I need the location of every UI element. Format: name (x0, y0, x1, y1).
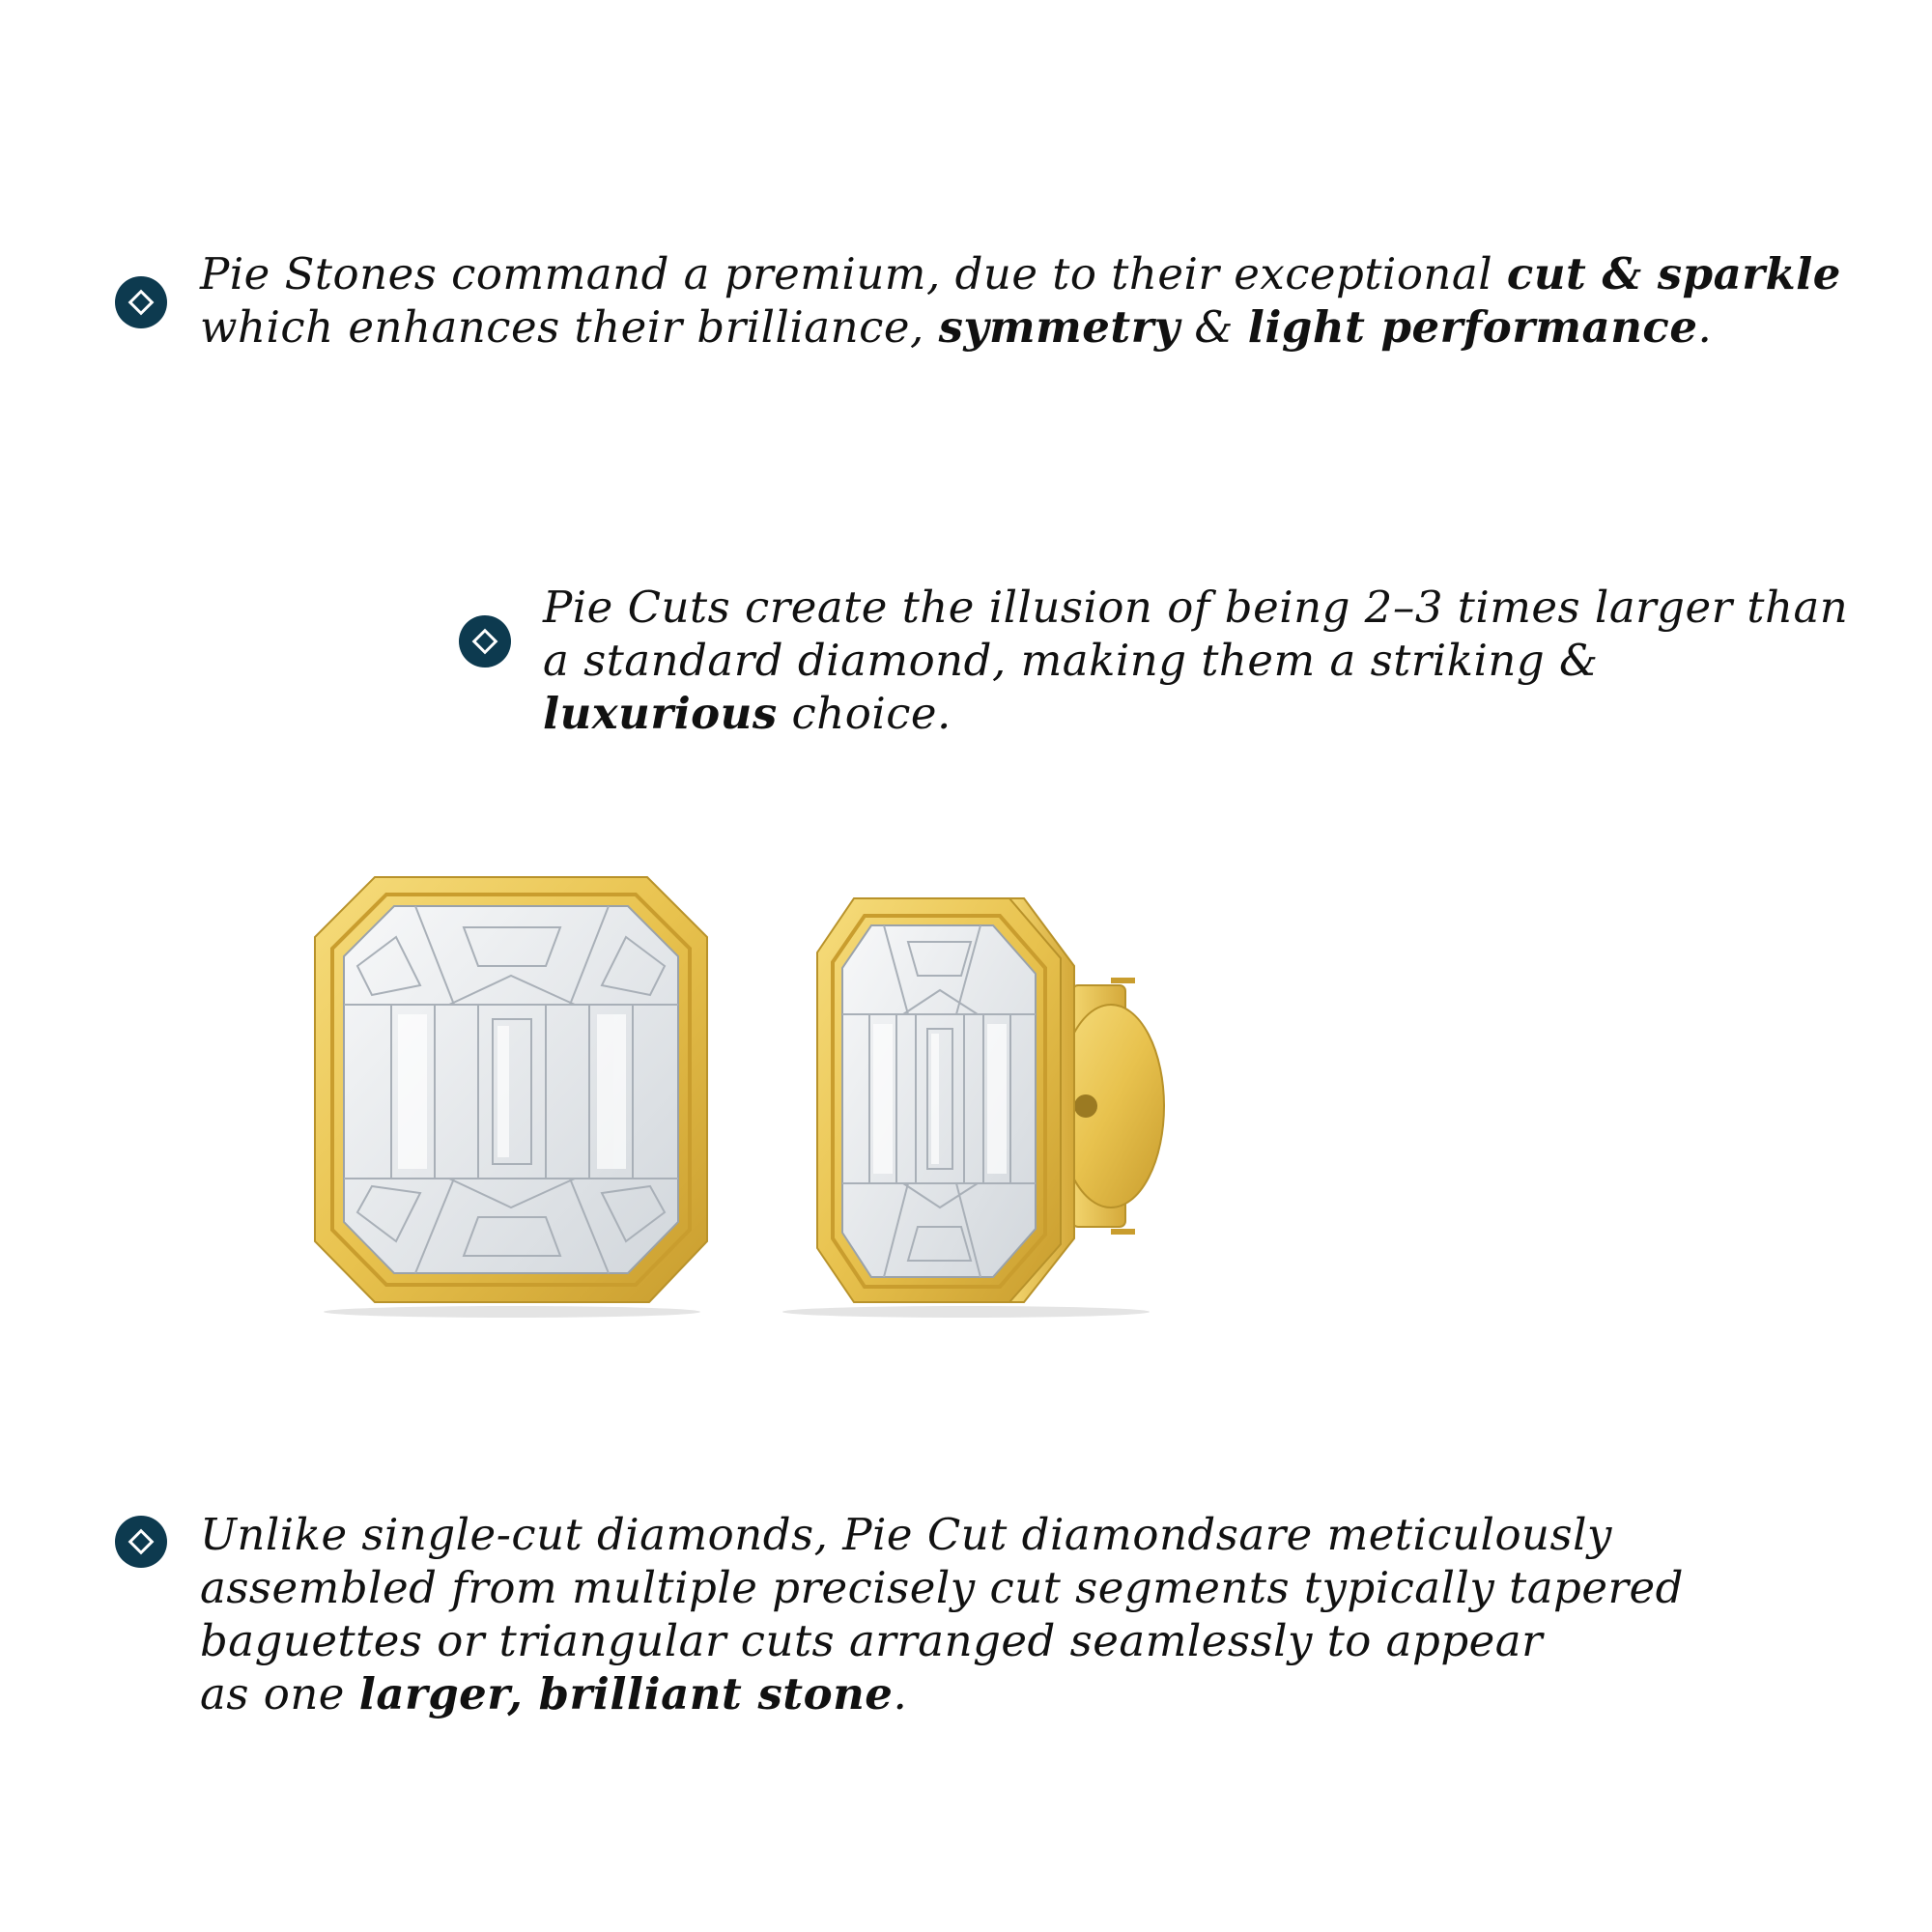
text-line (200, 247, 1841, 300)
body-text: assembled from multiple precisely cut segments typically tapered (200, 1562, 1684, 1613)
point-1-text (200, 247, 1841, 354)
diamond-bullet-icon (115, 276, 167, 328)
emphasis-text: larger, brilliant stone (358, 1668, 894, 1719)
body-text: baguettes or triangular cuts arranged seamlessly to appear (200, 1615, 1544, 1666)
point-2-text (543, 581, 1848, 740)
body-text: . (893, 1668, 908, 1719)
body-text: as one (200, 1668, 359, 1719)
body-text: which enhances their brilliance, (200, 301, 939, 353)
diamond-bullet-icon (459, 615, 511, 668)
emphasis-text: light performance (1247, 301, 1698, 353)
emphasis-text: cut & sparkle (1506, 248, 1841, 299)
text-line (543, 581, 1848, 634)
diamond-bullet-icon (115, 1516, 167, 1568)
body-text: Pie Stones command a premium, due to their exceptional (200, 248, 1507, 299)
text-line (200, 1508, 1684, 1561)
shadow (782, 1306, 1150, 1318)
emphasis-text: symmetry (938, 301, 1180, 353)
text-line (543, 687, 1848, 740)
left-earring (315, 877, 707, 1302)
body-text: Unlike single-cut diamonds, Pie Cut diamondsare meticulously (200, 1509, 1612, 1560)
point-3-text (200, 1508, 1684, 1720)
text-line (200, 1614, 1684, 1667)
body-text: . (1697, 301, 1713, 353)
body-text: & (1179, 301, 1248, 353)
shadow (324, 1306, 700, 1318)
body-text: a standard diamond, making them a striking & (543, 635, 1599, 686)
text-line (200, 1667, 1684, 1720)
right-earring (817, 898, 1164, 1302)
body-text: choice. (777, 688, 952, 739)
body-text: Pie Cuts create the illusion of being 2–3 times larger than (543, 582, 1849, 633)
emphasis-text: luxurious (543, 688, 778, 739)
text-line (200, 1561, 1684, 1614)
pie-cut-stud-earrings-image (290, 860, 1275, 1362)
text-line (543, 634, 1848, 687)
text-line (200, 300, 1841, 354)
